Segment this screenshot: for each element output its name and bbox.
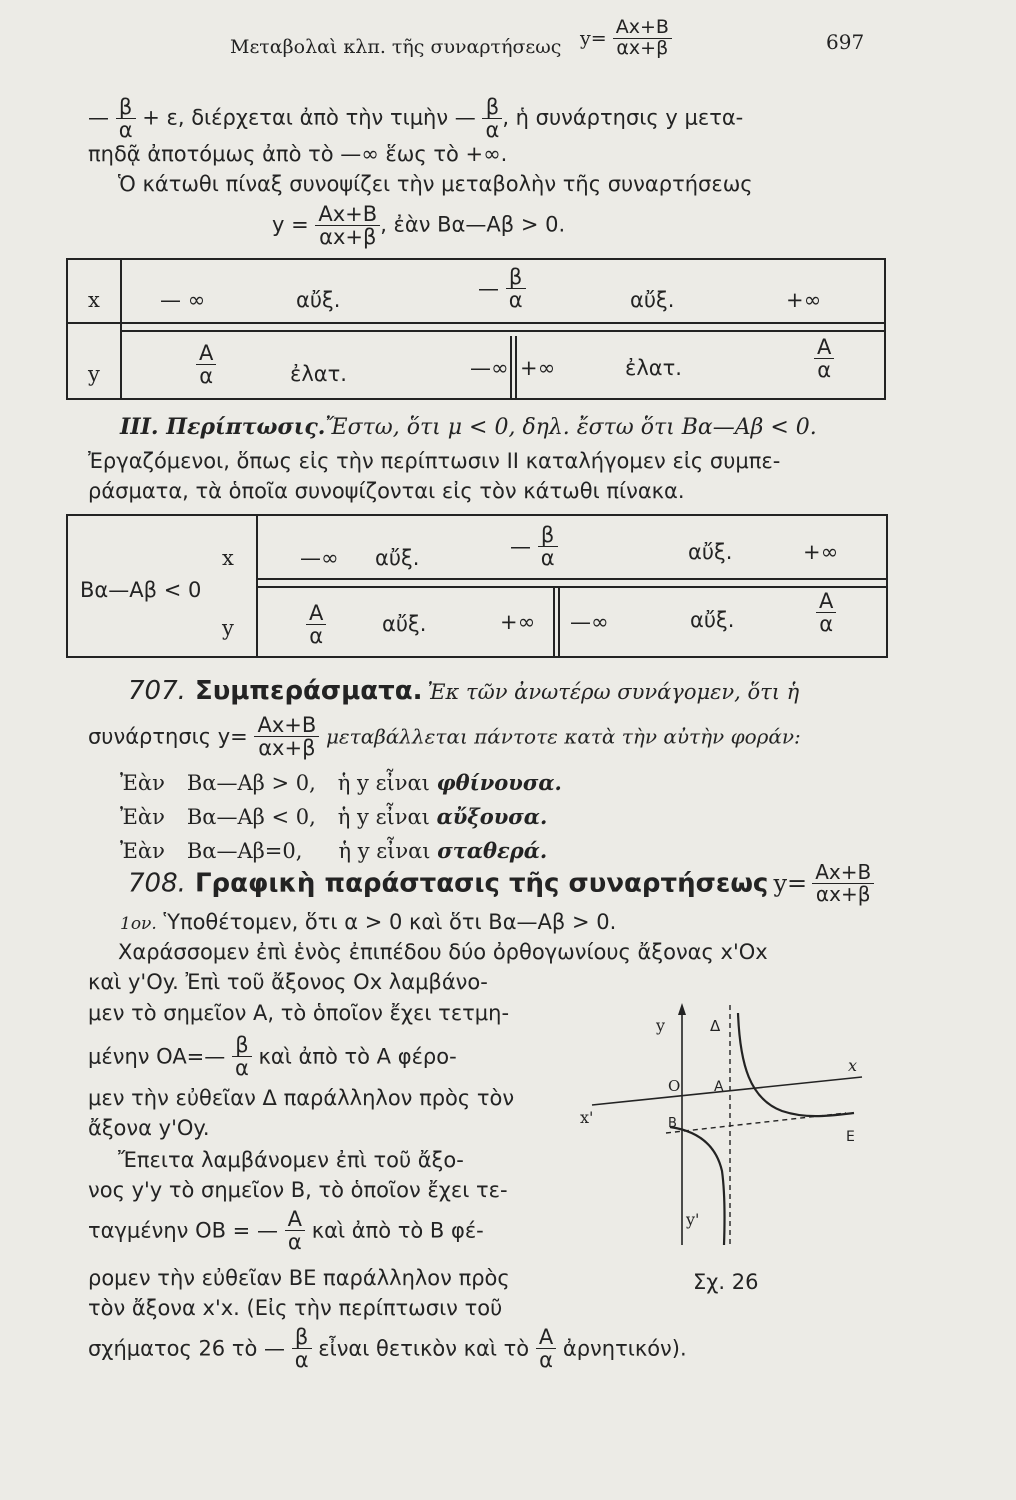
section-708-p2-l3: μεν τὸ σημεῖον A, τὸ ὁποῖον ἔχει τετμη- [88, 1001, 510, 1025]
section-708-p3-l5: τὸν ἄξονα x'x. (Εἰς τὴν περίπτωσιν τοῦ [88, 1296, 503, 1320]
table1-x-plus-inf: +∞ [786, 288, 822, 312]
y-axis-arrow [678, 1003, 686, 1015]
case3-line-3: ράσματα, τὰ ὁποῖα συνοψίζονται εἰς τὸν κάτωθι πίνακα. [88, 479, 685, 503]
table2-x-minus-inf: —∞ [300, 546, 339, 570]
rule-increasing: Ἐὰν Bα—Aβ < 0, ἡ y εἶναι αὔξουσα. [120, 804, 548, 829]
table2-y-inc1: αὔξ. [382, 612, 427, 636]
table2-y-minus-inf: —∞ [570, 610, 609, 634]
table1-x-minus-inf: — ∞ [160, 288, 206, 312]
label-o: O [668, 1077, 681, 1095]
rule-decreasing: Ἐὰν Bα—Aβ > 0, ἡ y εἶναι φθίνουσα. [120, 770, 562, 795]
rule-constant: Ἐὰν Bα—Aβ=0, ἡ y εἶναι σταθερά. [120, 838, 548, 863]
case3-heading: III. Περίπτωσις.Ἔστω, ὅτι μ < 0, δηλ. ἔστω ὅτι Bα—Aβ < 0. [120, 414, 817, 440]
label-y: y [656, 1016, 666, 1035]
table1-y-dec1: ἐλατ. [290, 362, 347, 386]
table2-y-plus-inf: +∞ [500, 610, 536, 634]
section-708-p3-l3: ταγμένην OB = — $\frac{A}{\alpha}$ καὶ ἀπὸ τὸ B φέ- [88, 1207, 484, 1255]
section-708-p3-l6: σχήματος 26 τὸ — $\frac{\beta}{\alpha}$ εἶναι θετικὸν καὶ τὸ $\frac{A}{\alpha}$ ἀρνητικόν). [88, 1325, 687, 1373]
intro-line-2: πηδᾷ ἀποτόμως ἀπὸ τὸ —∞ ἕως τὸ +∞. [88, 142, 508, 166]
label-b: B [668, 1116, 677, 1131]
label-delta: Δ [710, 1017, 721, 1035]
section-708-p2-l2: καὶ y'Oy. Ἐπὶ τοῦ ἄξονος Ox λαμβάνο- [88, 970, 488, 994]
label-xp: x' [580, 1108, 594, 1127]
label-x: x [848, 1056, 858, 1075]
section-708-p2-l5: μεν τὴν εὐθεῖαν Δ παράλληλον πρὸς τὸν [88, 1086, 515, 1110]
label-a: A [714, 1079, 724, 1095]
section-708-heading: 708. Γραφικὴ παράστασις τῆς συναρτήσεως y= $\frac{Ax+B}{\alpha x+\beta}$ [128, 862, 874, 905]
section-707-heading: 707. Συμπεράσματα. Ἐκ τῶν ἀνωτέρω συνάγομεν, ὅτι ἡ [128, 676, 800, 706]
table2-x-inc1: αὔξ. [375, 546, 420, 570]
label-yp: y' [686, 1210, 700, 1229]
header-formula: y= $\frac{Ax+B}{\alpha x+\beta}$ [580, 18, 672, 59]
upper-right-branch [738, 1013, 854, 1116]
table1-x-label: x [88, 288, 100, 312]
intro-line-3: Ὁ κάτωθι πίναξ συνοψίζει τὴν μεταβολὴν τῆς συναρτήσεως [118, 172, 753, 196]
table1-x-inc2: αὔξ. [630, 288, 675, 312]
section-708-p2-l6: ἄξονα y'Oy. [88, 1116, 210, 1140]
figure-26 [570, 995, 900, 1255]
table1-y-minus-inf: —∞ [470, 356, 509, 380]
intro-line-1: — $\frac{\beta}{\alpha}$ + ε, διέρχεται ἀπὸ τὴν τιμὴν — $\frac{\beta}{\alpha}$ , ἡ συνάρτησις y μετα- [88, 95, 744, 143]
table2-y-label: y [222, 616, 234, 640]
label-e: E [846, 1129, 855, 1145]
table1-y-label: y [88, 362, 100, 386]
table1-y-plus-inf: +∞ [520, 356, 556, 380]
table1-x-inc1: αὔξ. [296, 288, 341, 312]
table2-x-inc2: αὔξ. [688, 540, 733, 564]
table2-y-inc2: αὔξ. [690, 608, 735, 632]
page-number: 697 [826, 30, 865, 54]
section-708-p3-l4: ρομεν τὴν εὐθεῖαν BE παράλληλον πρὸς [88, 1266, 510, 1290]
section-708-p3-l2: νος y'y τὸ σημεῖον B, τὸ ὁποῖον ἔχει τε- [88, 1178, 508, 1202]
table2-y-left: $\frac{A}{\alpha}$ [306, 602, 326, 647]
section-708-p2-l4: μένην OA=— $\frac{\beta}{\alpha}$ καὶ ἀπὸ τὸ A φέρο- [88, 1033, 457, 1081]
case3-line-2: Ἐργαζόμενοι, ὅπως εἰς τὴν περίπτωσιν II καταλήγομεν εἰς συμπε- [88, 449, 781, 473]
running-title: Μεταβολαὶ κλπ. τῆς συναρτήσεως [230, 36, 562, 58]
section-708-p2-l1: Χαράσσομεν ἐπὶ ἑνὸς ἐπιπέδου δύο ὀρθογωνίους ἄξονας x'Ox [118, 940, 768, 964]
figure-caption: Σχ. 26 [693, 1270, 759, 1294]
section-708-p3-l1: Ἔπειτα λαμβάνομεν ἐπὶ τοῦ ἄξο- [118, 1148, 464, 1172]
table2-x-mid: — $\frac{\beta}{\alpha}$ [510, 524, 558, 569]
table1-y-right: $\frac{A}{\alpha}$ [814, 336, 834, 381]
section-708-p1: 1ον. Ὑποθέτομεν, ὅτι α > 0 καὶ ὅτι Bα—Aβ > 0. [120, 910, 617, 934]
intro-line-4: y = $\frac{Ax+B}{\alpha x+\beta}$ , ἐὰν Bα—Aβ > 0. [272, 202, 566, 250]
x-axis [592, 1077, 862, 1105]
section-707-formula-line: συνάρτησις y= $\frac{Ax+B}{\alpha x+\beta}$ μεταβάλλεται πάντοτε κατὰ τὴν αὐτὴν φοράν: [88, 713, 801, 761]
table1-y-left: $\frac{A}{\alpha}$ [196, 342, 216, 387]
table1-x-mid: — $\frac{\beta}{\alpha}$ [478, 266, 526, 311]
table2-condition: Bα—Aβ < 0 [80, 578, 202, 602]
table2-x-label: x [222, 546, 234, 570]
table1-y-dec2: ἐλατ. [625, 356, 682, 380]
table2-x-plus-inf: +∞ [803, 540, 839, 564]
table2-y-right: $\frac{A}{\alpha}$ [816, 590, 836, 635]
